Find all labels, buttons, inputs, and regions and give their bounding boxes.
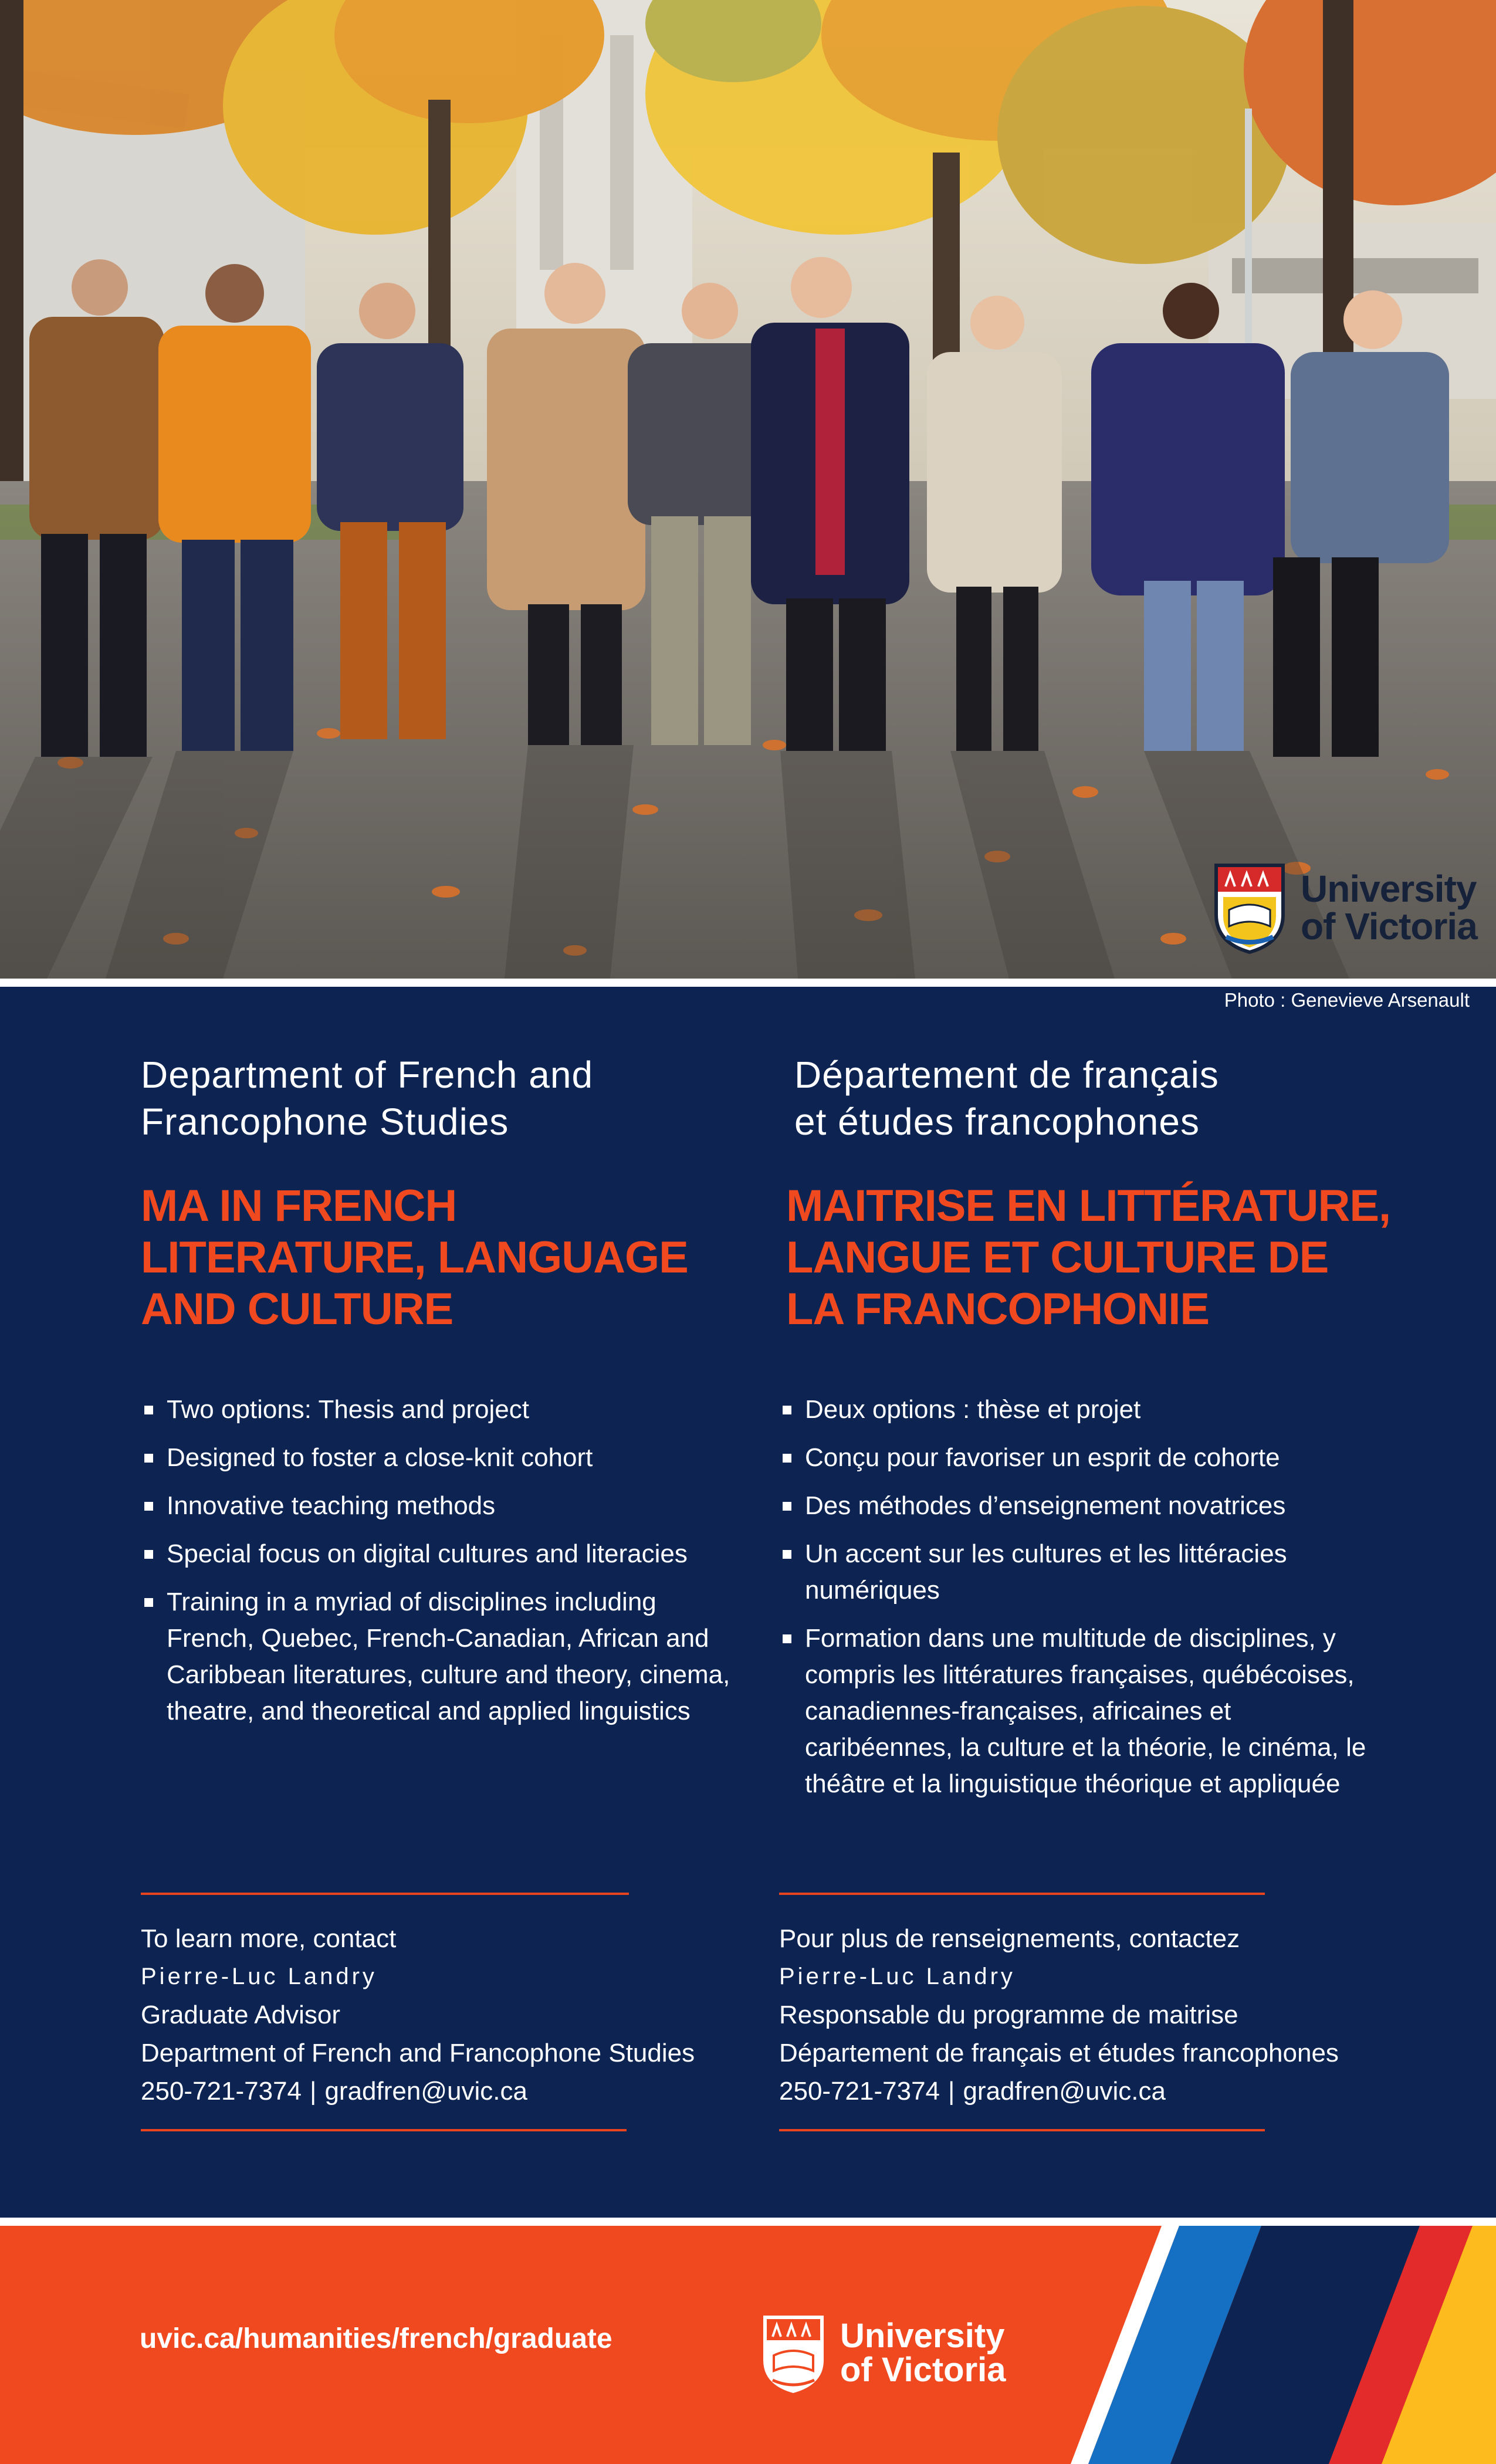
list-item-text: Formation dans une multitude de disciplines, y compris les littératures françaises, québécoises, canadiennes-françaises, africaines et caribéennes, la culture et la théorie, le cinéma, le théâtre et la linguistique théorique et appliquée bbox=[805, 1624, 1366, 1798]
bullet-square-icon bbox=[144, 1550, 153, 1559]
list-item-text: Special focus on digital cultures and literacies bbox=[167, 1539, 688, 1568]
bullet-square-icon bbox=[783, 1550, 791, 1559]
contact-line-en bbox=[141, 2072, 695, 2110]
list-item bbox=[779, 1536, 1377, 1609]
photo-logo-line2: of Victoria bbox=[1301, 905, 1477, 947]
bullet-square-icon bbox=[144, 1406, 153, 1414]
bullet-square-icon bbox=[144, 1454, 153, 1463]
contact-phone-fr[interactable]: 250-721-7374 bbox=[779, 2077, 940, 2106]
list-item bbox=[779, 1440, 1377, 1476]
bullet-square-icon bbox=[144, 1598, 153, 1607]
bullet-square-icon bbox=[783, 1634, 791, 1643]
divider-top-fr bbox=[779, 1893, 1265, 1895]
list-item-text: Innovative teaching methods bbox=[167, 1491, 496, 1520]
list-item bbox=[779, 1392, 1377, 1428]
list-item bbox=[141, 1488, 733, 1524]
contact-phone-en[interactable]: 250-721-7374 bbox=[141, 2077, 302, 2106]
degree-title-fr: MAITRISE EN LITTÉRATURE, LANGUE ET CULTURE DE LA FRANCOPHONIE bbox=[786, 1181, 1391, 1334]
contact-block-fr bbox=[779, 1920, 1339, 2110]
photo-credit: Photo : Genevieve Arsenault bbox=[1224, 989, 1470, 1011]
divider-bottom-fr bbox=[779, 2129, 1265, 2131]
contact-line-fr bbox=[779, 2072, 1339, 2110]
contact-email-fr[interactable]: gradfren@uvic.ca bbox=[963, 2077, 1166, 2106]
contact-separator-en: | bbox=[310, 2077, 317, 2106]
department-heading-fr: Département de français et études francophones bbox=[794, 1054, 1219, 1143]
bullet-square-icon bbox=[783, 1454, 791, 1463]
contact-intro-en: To learn more, contact bbox=[141, 1924, 397, 1953]
contact-name-fr: Pierre-Luc Landry bbox=[779, 1964, 1016, 1989]
footer-logo-line1: University bbox=[840, 2317, 1005, 2355]
features-list-en bbox=[141, 1392, 733, 1741]
program-info-panel bbox=[0, 987, 1496, 2218]
list-item bbox=[779, 1488, 1377, 1524]
list-item bbox=[141, 1584, 733, 1729]
footer-logo-line2: of Victoria bbox=[840, 2351, 1006, 2389]
contact-intro-fr: Pour plus de renseignements, contactez bbox=[779, 1924, 1240, 1953]
divider-top-en bbox=[141, 1893, 629, 1895]
contact-name-en: Pierre-Luc Landry bbox=[141, 1964, 377, 1989]
photo-logo-wordmark bbox=[1301, 870, 1477, 945]
department-heading-en: Department of French and Francophone Studies bbox=[141, 1054, 594, 1143]
list-item-text: Un accent sur les cultures et les littéracies numériques bbox=[805, 1539, 1287, 1605]
divider-bottom-en bbox=[141, 2129, 627, 2131]
features-list-fr bbox=[779, 1392, 1377, 1814]
program-url-link[interactable]: uvic.ca/humanities/french/graduate bbox=[140, 2323, 612, 2354]
bullet-square-icon bbox=[144, 1502, 153, 1511]
contact-department-fr: Département de français et études francophones bbox=[779, 2039, 1339, 2067]
list-item-text: Deux options : thèse et projet bbox=[805, 1395, 1141, 1424]
list-item bbox=[141, 1392, 733, 1428]
list-item-text: Training in a myriad of disciplines including French, Quebec, French-Canadian, African and Caribbean literatures, culture and theory, cinema, theatre, and theoretical and applied linguistics bbox=[167, 1588, 730, 1725]
list-item bbox=[141, 1536, 733, 1572]
footer-band bbox=[0, 2226, 1496, 2464]
photo-university-logo bbox=[1211, 858, 1487, 957]
list-item-text: Designed to foster a close-knit cohort bbox=[167, 1443, 593, 1472]
list-item-text: Two options: Thesis and project bbox=[167, 1395, 529, 1424]
list-item-text: Des méthodes d’enseignement novatrices bbox=[805, 1491, 1286, 1520]
photo-logo-line1: University bbox=[1301, 868, 1477, 910]
list-item-text: Conçu pour favoriser un esprit de cohorte bbox=[805, 1443, 1280, 1472]
hero-photo bbox=[0, 0, 1496, 979]
contact-department-en: Department of French and Francophone Studies bbox=[141, 2039, 695, 2067]
campus-group-photo bbox=[0, 0, 1496, 979]
degree-title-en: MA IN FRENCH LITERATURE, LANGUAGE AND CULTURE bbox=[141, 1181, 688, 1334]
bullet-square-icon bbox=[783, 1502, 791, 1511]
uvic-crest-icon bbox=[1211, 861, 1288, 955]
contact-email-en[interactable]: gradfren@uvic.ca bbox=[324, 2077, 527, 2106]
bullet-square-icon bbox=[783, 1406, 791, 1414]
contact-role-en: Graduate Advisor bbox=[141, 2001, 340, 2029]
list-item bbox=[141, 1440, 733, 1476]
footer-stripes bbox=[0, 2226, 1496, 2464]
list-item bbox=[779, 1620, 1377, 1802]
contact-separator-fr: | bbox=[948, 2077, 955, 2106]
contact-block-en bbox=[141, 1920, 695, 2110]
contact-role-fr: Responsable du programme de maitrise bbox=[779, 2001, 1238, 2029]
